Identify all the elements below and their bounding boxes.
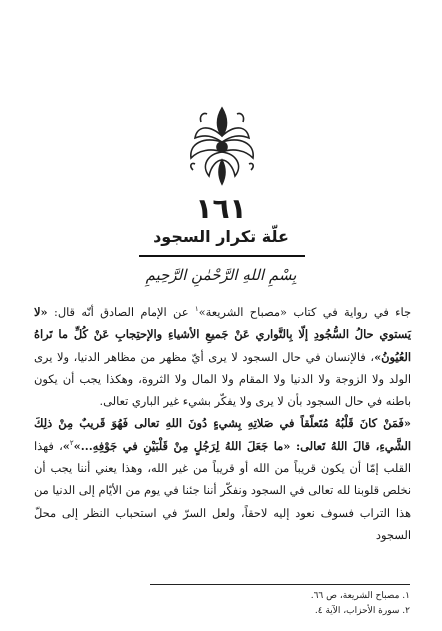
- footnote-divider: [150, 584, 410, 585]
- chapter-title: علّة تكرار السجود: [153, 227, 289, 246]
- hadith-quote: «فَمَنْ كانَ قَلْبُهُ مُتَعلّقاً في صَلاتِهِ بِشيءٍ دُونَ اللهِ تعالى فَهُوَ قَريبٌ مِنْ ذلِكَ الشَّيءِ، قالَ اللهُ تَعالى:: [34, 416, 412, 453]
- quran-verse: «ما جَعَلَ اللهُ لِرَجُلٍ مِنْ قَلْبَيْنِ في جَوْفِهِ...»: [73, 438, 291, 453]
- hadith-quote: «لا يَستوي حالُ السُّجُودِ إلّا بِالتَّواري عَنْ جَميعِ الأشياءِ والإحتِجابِ عَنْ كُلِّ ما تَراهُ العُيُونُ»: [34, 305, 411, 364]
- paragraph-1: [34, 301, 411, 412]
- text-span: ، فهذا القلب إمّا أن يكون قريباً من الله أو قريباً من غير الله، وهذا يعني أننا يجب أن نخلص قلوبنا لله تعالى في السجود ونفكّر أننا جئنا في يوم من الأيّام إلى الدنيا من هذا التراب فسوف نعود إليه لاحقاً، ولعل السرّ في استحباب النظر إلى محلّ السجود: [34, 438, 411, 542]
- footnote-item: ٢. سورة الأحزاب، الآية ٤.: [314, 606, 410, 616]
- floral-ornament-icon: [181, 102, 263, 188]
- paragraph-2: [34, 412, 411, 546]
- quote-close: »: [62, 438, 70, 453]
- footnotes: [150, 589, 410, 619]
- footnote-ref-2: ٢: [69, 438, 74, 447]
- text-span: ، فالإنسان في حال السجود لا يرى أيّ مظهر من مظاهر الدنيا، ولا يرى الولد ولا الزوجة ولا الدنيا ولا المقام ولا المال ولا الثروة، وهكذا يجب أن يكون باطنه في حال السجود بأن لا يرى ولا يفكّر بشيء غير الباري تعالى.: [34, 349, 411, 409]
- footnote-item: ١. مصباح الشريعة، ص ٦٦.: [310, 591, 410, 601]
- chapter-number: ١٦١: [195, 192, 247, 225]
- text-span: جاء في رواية في كتاب «مصباح الشريعة»: [198, 305, 412, 319]
- body-text: [34, 301, 411, 546]
- basmala: بِسْمِ اللهِ الرَّحْمٰنِ الرَّحِيمِ: [145, 266, 297, 284]
- footnote-ref-1: ١: [194, 305, 199, 314]
- text-span: عن الإمام الصادق أنّه قال:: [47, 305, 195, 319]
- title-underline: [139, 255, 305, 257]
